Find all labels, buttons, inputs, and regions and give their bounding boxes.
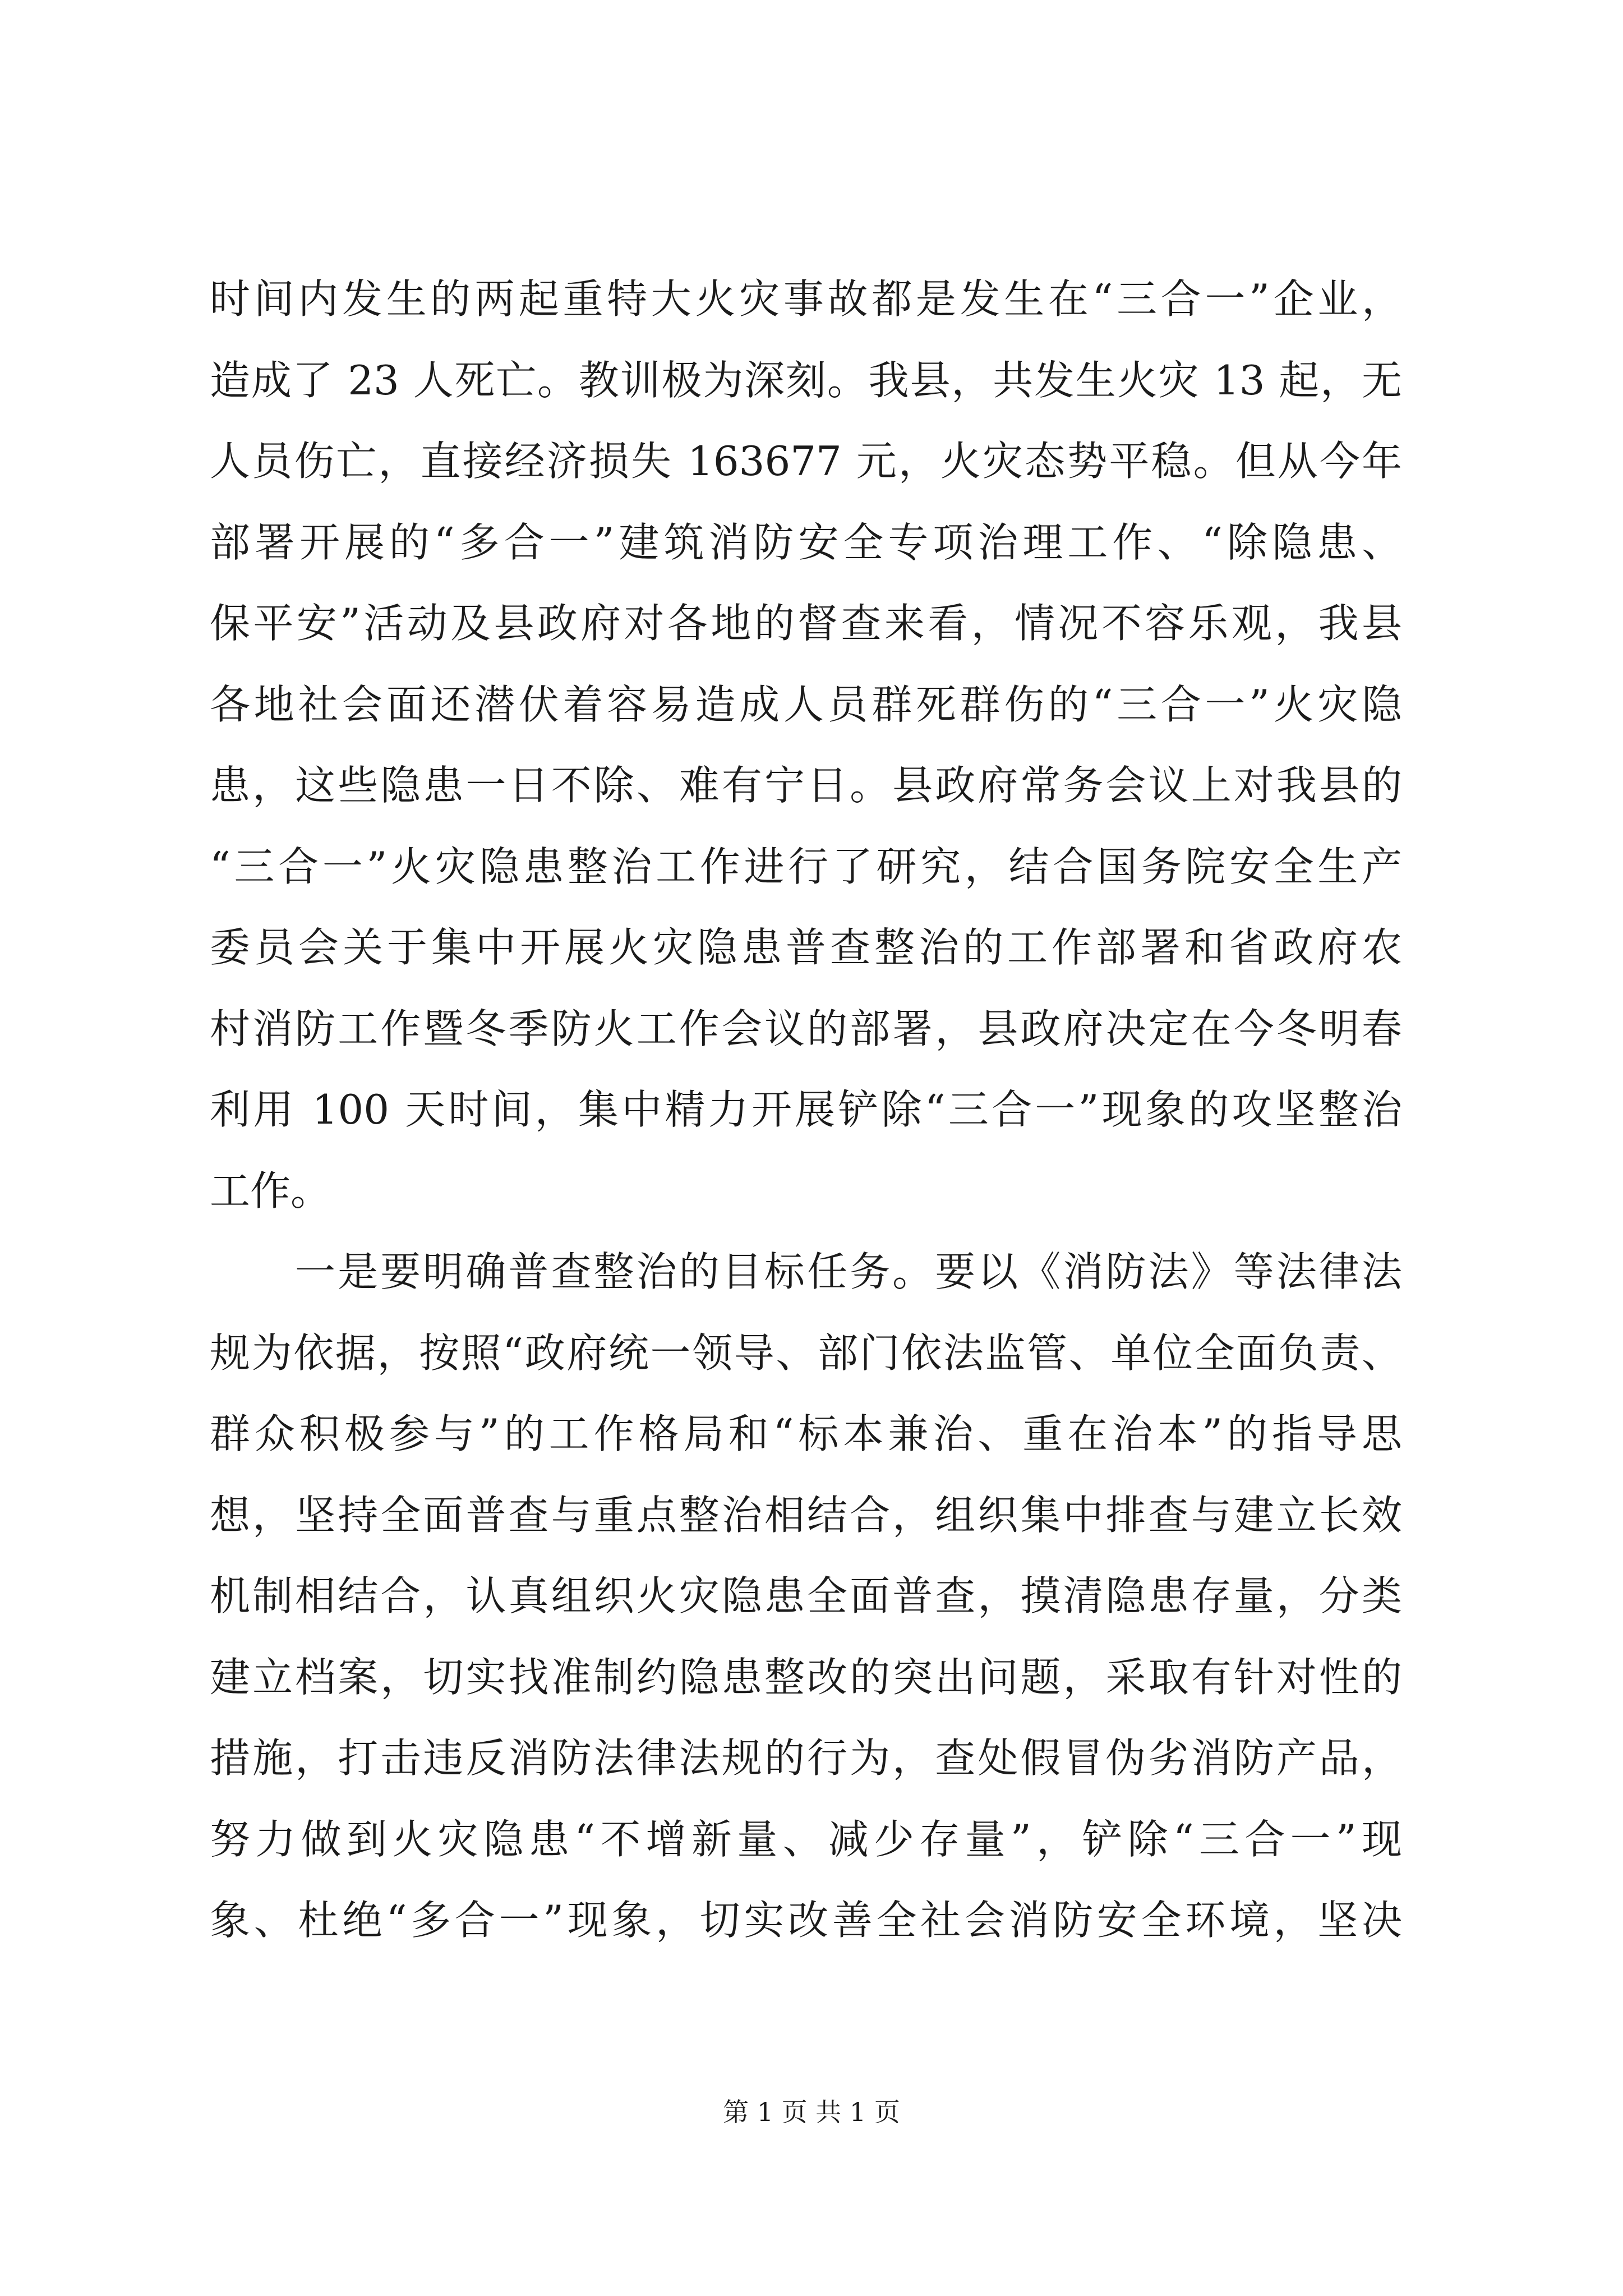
document-body <box>210 259 1402 1961</box>
paragraph-2 <box>210 1231 1402 1961</box>
text-line: 一是要明确普查整治的目标任务。要以《消防法》等法律法 <box>295 1248 1402 1295</box>
paragraph-1 <box>210 259 1402 1231</box>
text-line: 规为依据，按照“政府统一领导、部门依法监管、单位全面负责、 <box>210 1329 1402 1377</box>
text-line: 象、杜绝“多合一”现象，切实改善全社会消防安全环境，坚决 <box>210 1897 1402 1944</box>
text-line: 各地社会面还潜伏着容易造成人员群死群伤的“三合一”火灾隐 <box>210 680 1402 728</box>
text-line: 机制相结合，认真组织火灾隐患全面普查，摸清隐患存量，分类 <box>210 1572 1402 1619</box>
text-line: 想，坚持全面普查与重点整治相结合，组织集中排查与建立长效 <box>210 1491 1402 1539</box>
text-line: 人员伤亡，直接经济损失 163677 元，火灾态势平稳。但从今年 <box>210 438 1402 485</box>
page-footer <box>0 2095 1623 2129</box>
text-line: 利用 100 天时间，集中精力开展铲除“三合一”现象的攻坚整治 <box>210 1086 1402 1133</box>
text-line: 部署开展的“多合一”建筑消防安全专项治理工作、“除隐患、 <box>210 518 1402 566</box>
text-line: 患，这些隐患一日不除、难有宁日。县政府常务会议上对我县的 <box>210 762 1402 809</box>
text-line: 建立档案，切实找准制约隐患整改的突出问题，采取有针对性的 <box>210 1653 1402 1701</box>
text-line: 保平安”活动及县政府对各地的督查来看，情况不容乐观，我县 <box>210 600 1402 647</box>
page-number-label: 第 1 页 共 1 页 <box>723 2097 900 2127</box>
text-line: 群众积极参与”的工作格局和“标本兼治、重在治本”的指导思 <box>210 1410 1402 1457</box>
text-line: 村消防工作暨冬季防火工作会议的部署，县政府决定在今冬明春 <box>210 1005 1402 1052</box>
text-line: 努力做到火灾隐患“不增新量、减少存量”，铲除“三合一”现 <box>210 1815 1402 1863</box>
text-line: 工作。 <box>210 1167 331 1214</box>
text-line: “三合一”火灾隐患整治工作进行了研究，结合国务院安全生产 <box>210 843 1402 890</box>
text-line: 措施，打击违反消防法律法规的行为，查处假冒伪劣消防产品， <box>210 1734 1402 1782</box>
text-line: 时间内发生的两起重特大火灾事故都是发生在“三合一”企业， <box>210 275 1402 323</box>
text-line: 委员会关于集中开展火灾隐患普查整治的工作部署和省政府农 <box>210 924 1402 971</box>
text-line: 造成了 23 人死亡。教训极为深刻。我县，共发生火灾 13 起，无 <box>210 356 1402 404</box>
